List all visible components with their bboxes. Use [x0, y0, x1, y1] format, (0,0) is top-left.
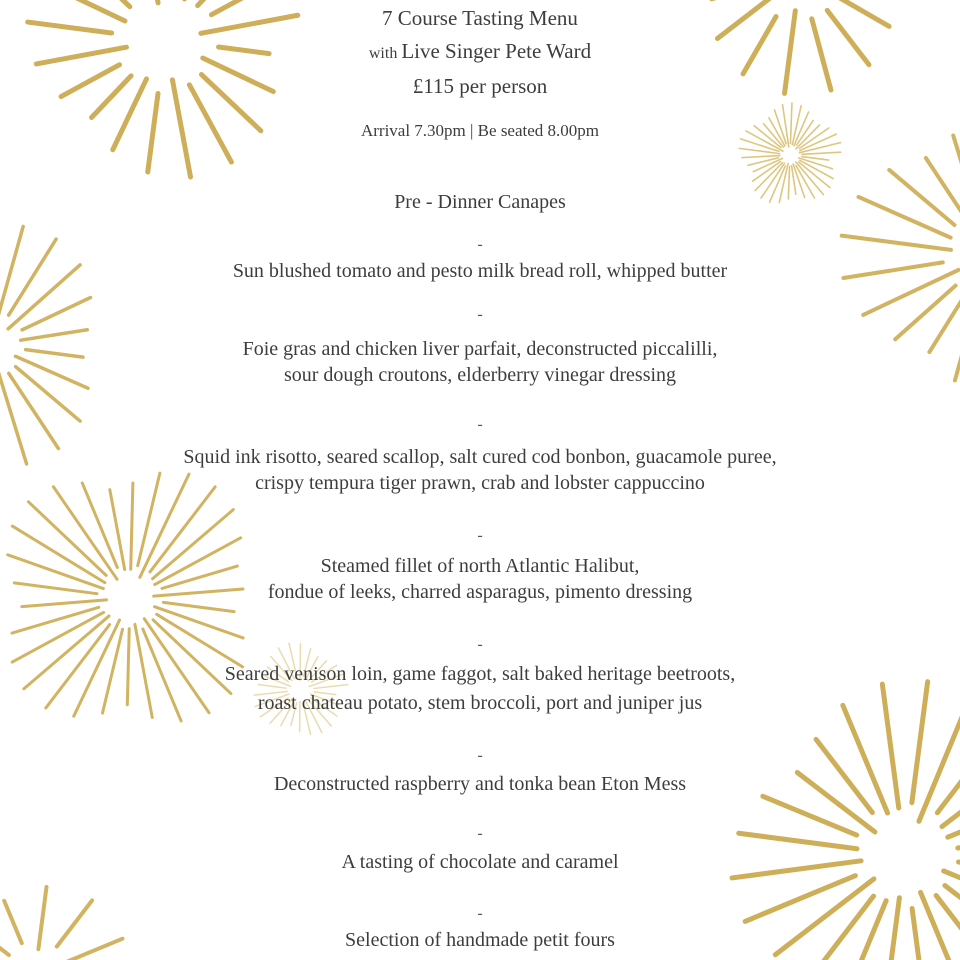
course-foie-gras-line-2: sour dough croutons, elderberry vinegar dressing: [283, 364, 677, 386]
separator: -: [477, 905, 483, 922]
separator: -: [477, 306, 483, 323]
separator: -: [477, 747, 483, 764]
course-halibut-line-2: fondue of leeks, charred asparagus, pimento dressing: [267, 581, 693, 603]
arrival-times: Arrival 7.30pm | Be seated 8.00pm: [360, 121, 600, 140]
price: £115 per person: [412, 74, 548, 98]
singer-prefix: with: [368, 45, 398, 62]
course-eton-mess: Deconstructed raspberry and tonka bean Eton Mess: [273, 773, 687, 795]
course-halibut-line-1: Steamed fillet of north Atlantic Halibut,: [320, 555, 640, 577]
course-chocolate: A tasting of chocolate and caramel: [341, 851, 619, 873]
course-canapes: Pre - Dinner Canapes: [394, 191, 566, 213]
singer-line: [0, 41, 960, 62]
separator: -: [477, 416, 483, 433]
separator: -: [477, 825, 483, 842]
course-venison-line-1: Seared venison loin, game faggot, salt baked heritage beetroots,: [224, 663, 736, 685]
course-foie-gras-line-1: Foie gras and chicken liver parfait, deconstructed piccalilli,: [242, 338, 718, 360]
separator: -: [477, 527, 483, 544]
menu-title: 7 Course Tasting Menu: [382, 6, 578, 30]
separator: -: [477, 236, 483, 253]
singer-name: Live Singer Pete Ward: [401, 39, 592, 63]
course-petit-fours: Selection of handmade petit fours: [345, 929, 615, 951]
course-bread: Sun blushed tomato and pesto milk bread roll, whipped butter: [232, 260, 728, 282]
course-risotto-line-1: Squid ink risotto, seared scallop, salt cured cod bonbon, guacamole puree,: [183, 446, 777, 468]
course-venison-line-2: roast chateau potato, stem broccoli, port and juniper jus: [257, 692, 703, 714]
separator: -: [477, 636, 483, 653]
course-risotto-line-2: crispy tempura tiger prawn, crab and lobster cappuccino: [255, 472, 705, 494]
